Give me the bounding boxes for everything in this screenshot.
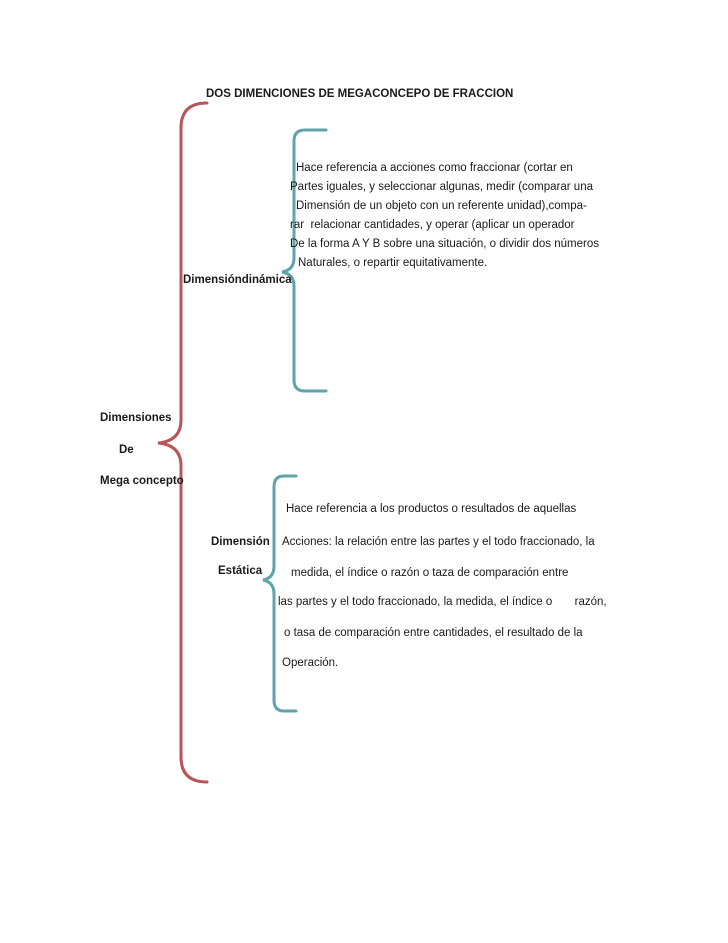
estatica-label-line2: Estática — [218, 565, 263, 577]
dinamica-line: rar relacionar cantidades, y operar (aplicar un operador — [290, 219, 575, 231]
root-label-line2: De — [119, 444, 134, 456]
estatica-line: medida, el índice o razón o taza de comparación entre — [291, 567, 569, 579]
estatica-line: Hace referencia a los productos o resultados de aquellas — [286, 503, 577, 515]
dinamica-line: Hace referencia a acciones como fraccionar (cortar en — [296, 162, 573, 174]
estatica-line: Operación. — [282, 657, 339, 669]
dinamica-line: Dimensión de un objeto con un referente unidad),compa- — [296, 200, 587, 212]
main-bracket — [158, 103, 207, 782]
dinamica-line: Naturales, o repartir equitativamente. — [298, 257, 488, 269]
dinamica-line: De la forma A Y B sobre una situación, o dividir dos números — [290, 238, 599, 250]
estatica-line: o tasa de comparación entre cantidades, el resultado de la — [284, 627, 583, 639]
estatica-label-line1: Dimensión — [211, 536, 270, 548]
root-label-line1: Dimensiones — [100, 412, 172, 424]
root-label-line3: Mega concepto — [100, 475, 184, 487]
dinamica-label: Dimensióndinámica — [183, 274, 292, 286]
estatica-line: las partes y el todo fraccionado, la medida, el índice o razón, — [278, 596, 607, 608]
page-title: DOS DIMENCIONES DE MEGACONCEPO DE FRACCION — [206, 88, 514, 100]
estatica-line: Acciones: la relación entre las partes y el todo fraccionado, la — [282, 536, 595, 548]
dinamica-line: Partes iguales, y seleccionar algunas, medir (comparar una — [290, 181, 593, 193]
